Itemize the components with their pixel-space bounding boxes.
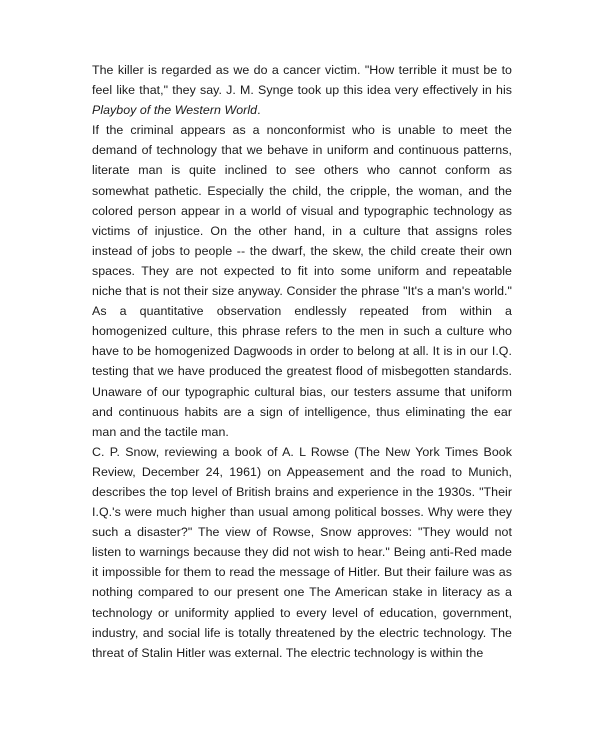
book-title: Playboy of the Western World xyxy=(92,103,258,118)
text-run: . xyxy=(257,103,261,118)
text-run: C. P. Snow, reviewing a book of A. L Rowse (The New York Times Book Review, December 24, 1961) on Appeasement and the road to Munich, describes the top level of British brains and experience in the 1930s. "Their I.Q.'s were much higher than usual among political bosses. Why were they such a disaster?" The view of Rowse, Snow approves: "They would not listen to warnings because they did not wish to hear." Being anti-Red made it impossible for them to read the message of Hitler. But their failure was as nothing compared to our present one The American stake in literacy as a technology or uniformity applied to every level of education, government, industry, and social life is totally threatened by the electric technology. The threat of Stalin Hitler was external. The electric technology is within the xyxy=(92,444,512,660)
text-run: If the criminal appears as a nonconformist who is unable to meet the demand of technology that we behave in uniform and continuous patterns, literate man is quite inclined to see others who cannot conform as somewhat pathetic. Especially the child, the cripple, the woman, and the colored person appear in a world of visual and typographic technology as victims of injustice. On the other hand, in a culture that assigns roles instead of jobs to people -- the dwarf, the skew, the child create their own spaces. They are not expected to fit into some uniform and repeatable niche that is not their size anyway. Consider the phrase "It's a man's world." As a quantitative observation endlessly repeated from within a homogenized culture, this phrase refers to the men in such a culture who have to be homogenized Dagwoods in order to belong at all. It is in our I.Q. testing that we have produced the greatest flood of misbegotten standards. Unaware of our typographic cultural bias, our testers assume that uniform and continuous habits are a sign of intelligence, thus eliminating the ear man and the tactile man. xyxy=(92,123,512,439)
text-run: The killer is regarded as we do a cancer victim. "How terrible it must be to feel like that," they say. J. M. Synge took up this idea very effectively in his xyxy=(92,63,512,98)
paragraph xyxy=(92,120,512,442)
paragraph xyxy=(92,442,512,663)
paragraph xyxy=(92,60,512,120)
document-body xyxy=(92,60,512,663)
